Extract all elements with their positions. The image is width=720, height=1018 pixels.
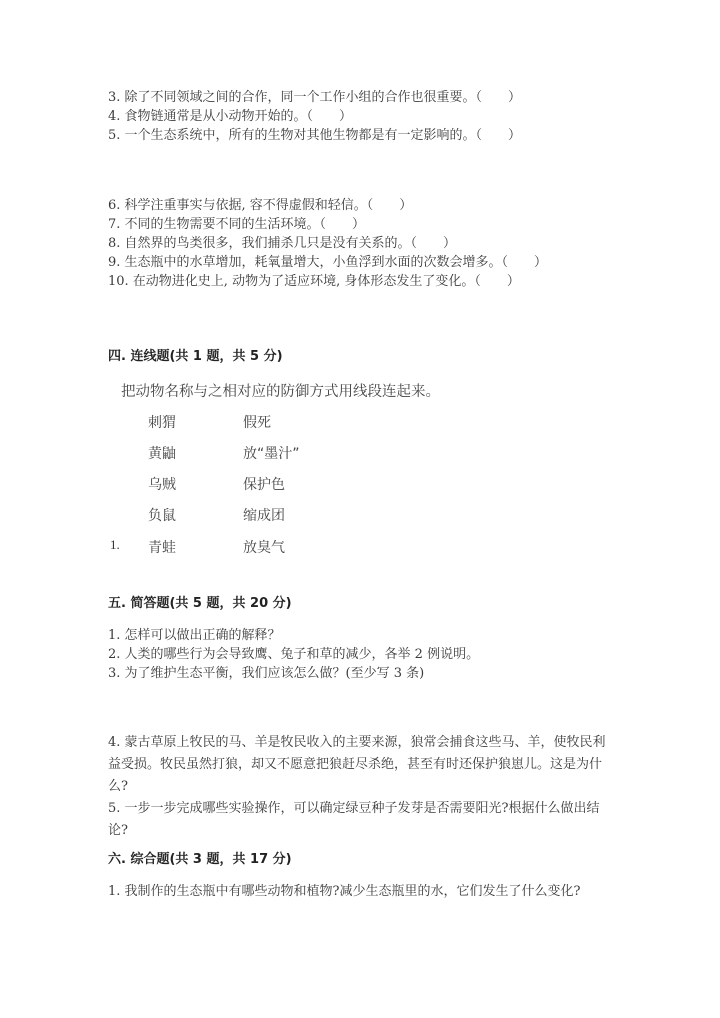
- short-answer-q2: 2. 人类的哪些行为会导致鹰、兔子和草的减少，各举 2 例说明。: [108, 647, 480, 662]
- judgement-item-10: 10. 在动物进化史上, 动物为了适应环境, 身体形态发生了变化。（ ）: [108, 274, 520, 289]
- short-answer-q5: 5. 一步一步完成哪些实验操作，可以确定绿豆种子发芽是否需要阳光?根据什么做出结论?: [108, 801, 600, 838]
- short-answer-q4: 4. 蒙古草原上牧民的马、羊是牧民收入的主要来源，狼常会捕食这些马、羊，使牧民利益受损。牧民虽然打狼，却又不愿意把狼赶尽杀绝，甚至有时还保护狼崽儿。这是为什么?: [108, 735, 606, 794]
- animal-name: 刺猬: [148, 415, 176, 431]
- animal-name: 黄鼬: [148, 446, 176, 462]
- animal-name: 乌贼: [148, 477, 176, 493]
- judgement-item-5: 5. 一个生态系统中，所有的生物对其他生物都是有一定影响的。（ ）: [108, 128, 522, 143]
- defense-method: 放“墨汁”: [243, 446, 300, 462]
- short-answer-q3: 3. 为了维护生态平衡，我们应该怎么做？(至少写 3 条): [108, 666, 425, 681]
- animal-name: 青蛙: [148, 540, 176, 556]
- judgement-item-6: 6. 科学注重事实与依据, 容不得虚假和轻信。（ ）: [108, 198, 413, 213]
- defense-method: 放臭气: [243, 540, 285, 556]
- short-answer-q1: 1. 怎样可以做出正确的解释？: [108, 628, 281, 643]
- judgement-item-4: 4. 食物链通常是从小动物开始的。（ ）: [108, 109, 353, 124]
- judgement-item-3: 3. 除了不同领域之间的合作，同一个工作小组的合作也很重要。（ ）: [108, 90, 522, 105]
- comprehensive-q1: 1. 我制作的生态瓶中有哪些动物和植物?减少生态瓶里的水，它们发生了什么变化?: [108, 884, 581, 899]
- section-4-heading: 四. 连线题(共 1 题，共 5 分): [108, 349, 283, 364]
- matching-instruction: 把动物名称与之相对应的防御方式用线段连起来。: [121, 384, 440, 400]
- judgement-item-7: 7. 不同的生物需要不同的生活环境。（ ）: [108, 217, 366, 232]
- defense-method: 缩成团: [243, 508, 285, 524]
- section-5-heading: 五. 简答题(共 5 题，共 20 分): [108, 596, 292, 611]
- judgement-item-9: 9. 生态瓶中的水草增加，耗氧量增大，小鱼浮到水面的次数会增多。（ ）: [108, 255, 548, 270]
- judgement-item-8: 8. 自然界的鸟类很多，我们捕杀几只是没有关系的。（ ）: [108, 236, 457, 251]
- defense-method: 保护色: [243, 477, 285, 493]
- question-number: 1.: [110, 537, 120, 552]
- defense-method: 假死: [243, 415, 271, 431]
- section-6-heading: 六. 综合题(共 3 题，共 17 分): [108, 852, 292, 867]
- animal-name: 负鼠: [148, 508, 176, 524]
